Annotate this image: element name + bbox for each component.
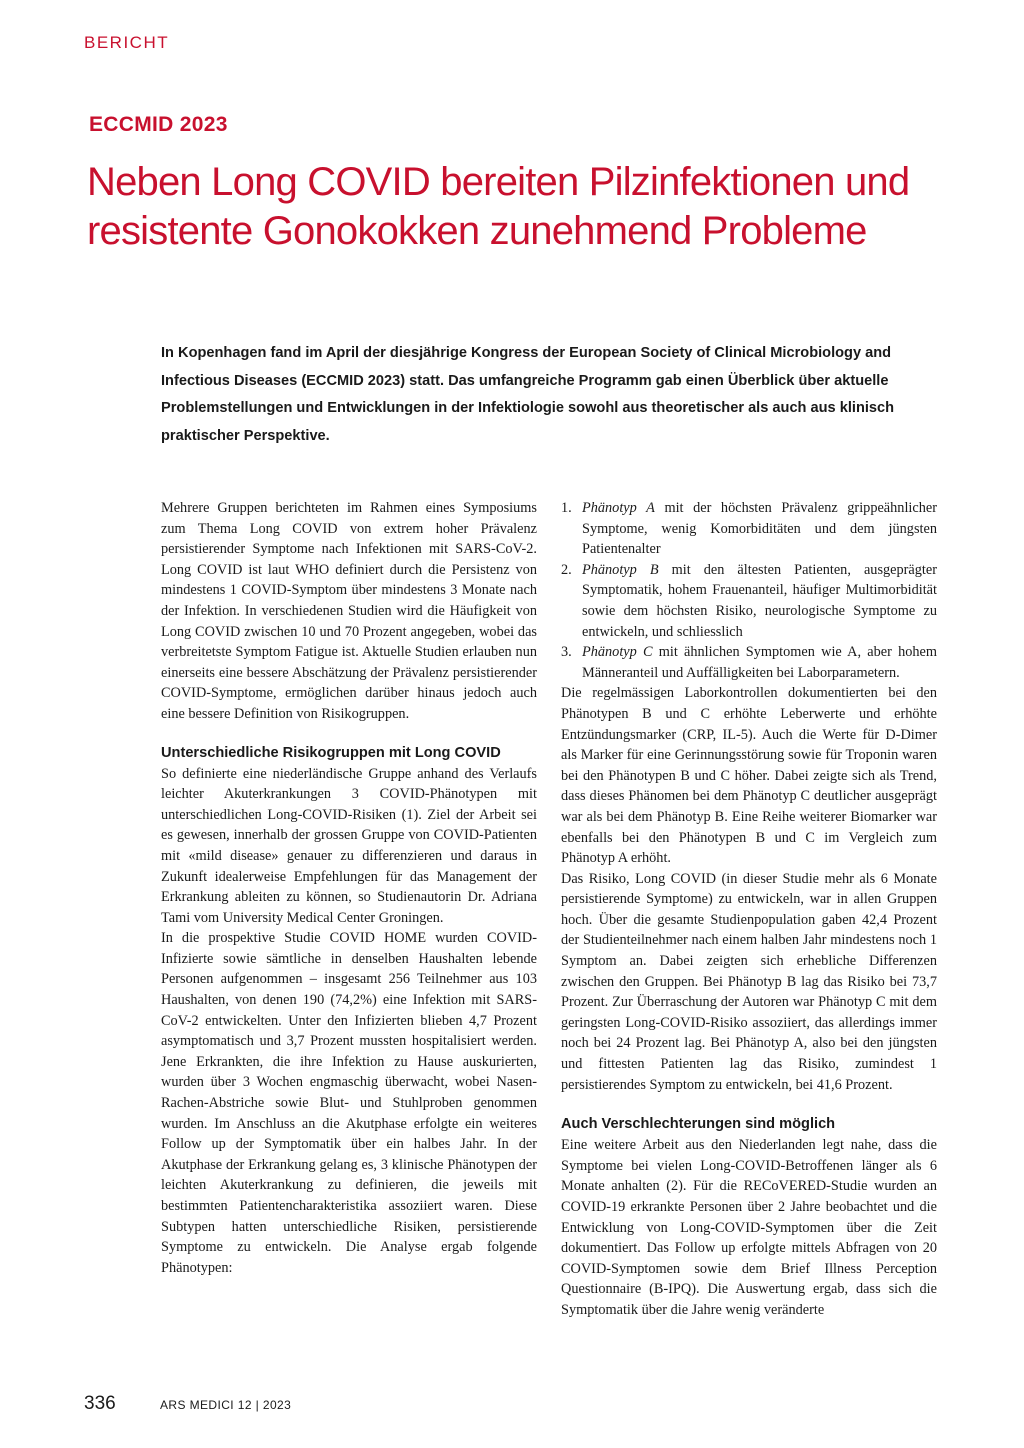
paragraph: In die prospektive Studie COVID HOME wurden COVID-Infizierte sowie sämtliche in denselben Haushalten lebende Personen aufgenommen – insgesamt 256 Teilnehmer aus 103 Haushalten, von denen 190 (74,2%) eine Infektion mit SARS-CoV-2 entwickelten. Unter den Infizierten blieben 4,7 Prozent asymptomatisch und 3,7 Prozent mussten hospitalisiert werden. Jene Erkrankten, die ihre Infektion zu Hause auskurierten, wurden über 3 Wochen engmaschig überwacht, wobei Nasen-Rachen-Abstriche sowie Blut- und Stuhlproben genommen wurden. Im Anschluss an die Akutphase erfolgte ein weiteres Follow up der Symptomatik über ein halbes Jahr. In der Akutphase der Erkrankung gelang es, 3 klinische Phänotypen der leichten Akuterkrankung zu definieren, die jeweils mit bestimmten Patientencharakteristika assoziiert waren. Diese Subtypen hatten unterschiedliche Risiken, persistierende Symptome zu entwickeln. Die Analyse ergab folgende Phänotypen: xyxy=(161,930,537,1276)
paragraph: Das Risiko, Long COVID (in dieser Studie mehr als 6 Monate persistierende Symptome) zu entwickeln, war in allen Gruppen hoch. Über die gesamte Studienpopulation gaben 42,4 Prozent der Studienteilnehmer nach einem halben Jahr mindestens noch 1 Symptom an. Dabei zeigten sich erhebliche Differenzen zwischen den Gruppen. Bei Phänotyp B lag das Risiko bei 73,7 Prozent. Zur Überraschung der Autoren war Phänotyp C mit dem geringsten Long-COVID-Risiko assoziiert, das allerdings immer noch bei 24 Prozent lag. Bei Phänotyp A, also bei den jüngsten und fittesten Patienten lag das Risiko, zumindest 1 persistierendes Symptom zu entwickeln, bei 41,6 Prozent. xyxy=(561,870,937,1093)
article-kicker: ECCMID 2023 xyxy=(89,113,228,136)
paragraph: Eine weitere Arbeit aus den Niederlanden legt nahe, dass die Symptome bei vielen Long-COVID-Betroffenen länger als 6 Monate anhalten (2). Für die RECoVERED-Studie wurden an COVID-19 erkrankte Personen über 2 Jahre beobachtet und die Entwicklung von Long-COVID-Symptomen über die Zeit dokumentiert. Das Follow up erfolgte mittels Abfragen von 20 COVID-Symptomen sowie dem Brief Illness Perception Questionnaire (B-IPQ). Die Auswertung ergab, dass sich die Symptomatik über die Jahre wenig veränderte xyxy=(561,1137,937,1318)
list-item xyxy=(561,642,937,683)
list-number: 2. xyxy=(561,561,572,578)
section-label: BERICHT xyxy=(84,33,170,52)
paragraph: Mehrere Gruppen berichteten im Rahmen eines Symposiums zum Thema Long COVID von extrem hoher Prävalenz persistierender Symptome nach Infektionen mit SARS-CoV-2. Long COVID ist laut WHO definiert durch die Persistenz von mindestens 1 COVID-Symptom über mindestens 3 Monate nach der Infektion. In verschiedenen Studien wird die Häufigkeit von Long COVID zwischen 10 und 70 Prozent angegeben, wobei das verbreitetste Symptom Fatigue ist. Aktuelle Studien erlauben nun einerseits eine bessere Abschätzung der Prävalenz persistierender COVID-Symptome, ermöglichen darüber hinaus jedoch auch eine bessere Definition von Risikogruppen. xyxy=(161,500,537,722)
list-text: mit den ältesten Patienten, ausgeprägter Symptomatik, hohem Frauenanteil, häufiger Multimorbidität sowie dem höchsten Risiko, neurologische Symptome zu entwickeln, und schliesslich xyxy=(582,561,937,640)
magazine-issue: ARS MEDICI 12 | 2023 xyxy=(160,1398,292,1412)
list-item xyxy=(561,498,937,560)
subheading: Unterschiedliche Risikogruppen mit Long COVID xyxy=(161,744,501,761)
list-term: Phänotyp C xyxy=(582,644,653,661)
phenotype-list xyxy=(561,498,937,683)
right-column xyxy=(561,498,937,1321)
list-text: mit der höchsten Prävalenz grippeähnlicher Symptome, wenig Komorbiditäten und dem jüngsten Patientenalter xyxy=(582,500,937,558)
article-lead: In Kopenhagen fand im April der diesjährige Kongress der European Society of Clinical Microbiology and Infectious Diseases (ECCMID 2023) statt. Das umfangreiche Programm gab einen Überblick über aktuelle Problemstellungen und Entwicklungen in der Infektiologie sowohl aus theoretischer als auch aus klinisch praktischer Perspektive. xyxy=(161,345,895,444)
list-term: Phänotyp B xyxy=(582,561,659,578)
left-column xyxy=(161,498,537,1278)
paragraph: Die regelmässigen Laborkontrollen dokumentierten bei den Phänotypen B und C erhöhte Leberwerte und erhöhte Entzündungsmarker (CRP, IL-5). Auch die Werte für D-Dimer als Marker für eine Gerinnungsstörung sowie für Troponin waren bei den Phänotypen B und C höher. Dabei zeigte sich als Trend, dass dieses Phänomen bei dem Phänotyp C deutlicher ausgeprägt war als bei dem Phänotyp B. Eine Reihe weiterer Biomarker war ebenfalls bei den Phänotypen B und C im Vergleich zum Phänotyp A erhöht. xyxy=(561,685,937,867)
list-text: mit ähnlichen Symptomen wie A, aber hohem Männeranteil und Auffälligkeiten bei Laborparametern. xyxy=(582,644,938,681)
list-number: 3. xyxy=(561,644,572,661)
article-title: Neben Long COVID bereiten Pilzinfektionen und resistente Gonokokken zunehmend Probleme xyxy=(87,160,910,253)
list-number: 1. xyxy=(561,500,572,516)
page-number: 336 xyxy=(84,1393,116,1414)
subheading: Auch Verschlechterungen sind möglich xyxy=(561,1116,836,1133)
list-term: Phänotyp A xyxy=(582,500,655,516)
paragraph: So definierte eine niederländische Gruppe anhand des Verlaufs leichter Akuterkrankungen 3 COVID-Phänotypen mit unterschiedlichen Long-COVID-Risiken (1). Ziel der Arbeit sei es gewesen, innerhalb der grossen Gruppe von COVID-Patienten mit «mild disease» genauer zu differenzieren und daraus in Zukunft idealerweise Empfehlungen für das Management der Erkrankung ableiten zu können, so Studienautorin Dr. Adriana Tami vom University Medical Center Groningen. xyxy=(161,765,537,926)
list-item xyxy=(561,560,937,642)
